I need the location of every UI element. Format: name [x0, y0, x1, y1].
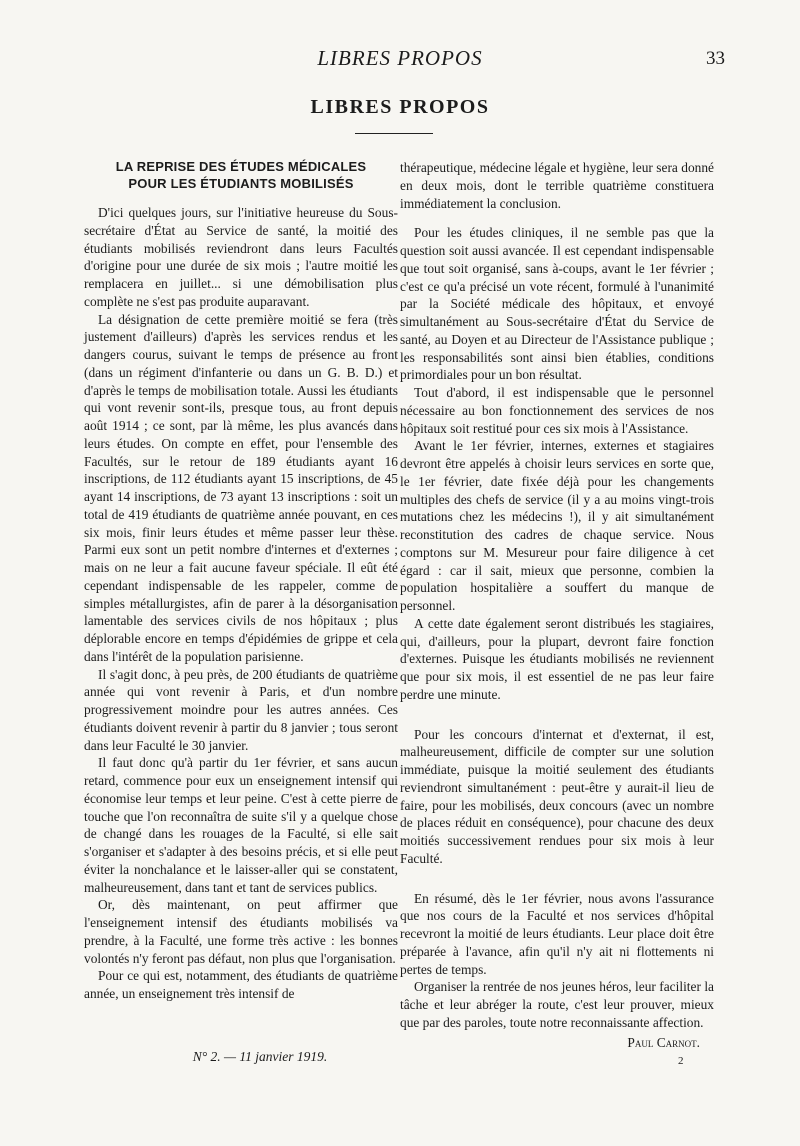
- paragraph-continued: thérapeutique, médecine légale et hygiène, leur sera donné en deux mois, dont le terrible quatrième constituera immédiatement la conclusion.: [400, 160, 714, 211]
- author-signature: Paul Carnot.: [627, 1034, 700, 1050]
- paragraph: Pour ce qui est, notamment, des étudiants de quatrième année, un enseignement très intensif de: [84, 968, 398, 1001]
- paragraph: A cette date également seront distribués les stagiaires, qui, d'ailleurs, pour la plupart, devront faire fonction d'externes. Puisque les étudiants mobilisés ne reviennent que pour six mois, il est essentiel de ne pas leur faire perdre une minute.: [400, 615, 714, 702]
- paragraph: La désignation de cette première moitié se fera (très justement d'ailleurs) d'après les services rendus et les dangers courus, suivant le temps de présence au front (dans un régiment d'infanterie ou dans un G. B. D.) et d'après le temps de mobilisation totale. Aussi les étudiants qui vont revenir sont-ils, presque tous, au front depuis août 1914 ; ce sont, par là même, les plus avancés dans leurs études. On compte en effet, pour l'ensemble des Facultés, sur le retour de 189 étudiants ayant 16 inscriptions, de 112 étudiants ayant 15 inscriptions, de 45 ayant 14 inscriptions, de 73 ayant 13 inscriptions : soit un total de 419 étudiants de quatrième année pouvant, en ces six mois, finir leurs études et même passer leur thèse. Parmi eux sont un petit nombre d'internes et d'externes ; mais on ne leur a fait aucune faveur spéciale. Il eût été cependant indispensable de les rappeler, comme de simples métallurgistes, afin de parer à la désorganisation lamentable des services civils de nos hôpitaux ; plus déplorable encore en temps d'épidémies de grippe et cela dans l'intérêt de la population parisienne.: [84, 311, 398, 664]
- article-title-line-1: LA REPRISE DES ÉTUDES MÉDICALES: [115, 159, 367, 174]
- paragraph: En résumé, dès le 1er février, nous avons l'assurance que nos cours de la Faculté et nos services d'hôpital recevront la moitié de leurs étudiants. Leur place doit être préparée à l'avance, afin qu'il n'y ait ni flottements ni pertes de temps.: [400, 890, 714, 977]
- paragraph: Il faut donc qu'à partir du 1er février, et sans aucun retard, commence pour eux un enseignement intensif qui économise leur temps et leur peine. C'est à cette pierre de touche que l'on reconnaîtra de suite s'il y a quelque chose de changé dans les rouages de la Faculté, si elle sait s'organiser et s'adapter à des besoins précis, et si elle peut éviter la nonchalance et le laisser-aller qui se constatent, malheureusement, dans tant et tant de services publics.: [84, 755, 398, 895]
- article-title-line-2: POUR LES ÉTUDIANTS MOBILISÉS: [128, 176, 354, 191]
- article-title: [84, 158, 398, 192]
- paragraph: Pour les études cliniques, il ne semble pas que la question soit aussi avancée. Il est cependant indispensable que tout soit organisé, sans à-coups, avant le 1er février ; c'est ce qu'a précisé un vote récent, formulé à l'unanimité par la Société médicale des hôpitaux, et envoyé simultanément au Sous-secrétaire d'État du Service de santé, au Doyen et au Directeur de l'Assistance publique ; les responsabilités sont ainsi bien établies, conditions primordiales pour un bon résultat.: [400, 225, 714, 383]
- page-number: 33: [706, 48, 725, 69]
- paragraph: D'ici quelques jours, sur l'initiative heureuse du Sous-secrétaire d'État au Service de santé, la moitié des étudiants mobilisés reviendront dans leurs Facultés d'origine pour une durée de six mois ; l'autre moitié les remplacera en juillet... si une démobilisation plus complète ne s'est pas produite auparavant.: [84, 205, 398, 309]
- paragraph: Avant le 1er février, internes, externes et stagiaires devront être appelés à choisir leurs services en sorte que, le 1er février, date fixée déjà pour les changements multiples des chefs de service (il y a au moins vingt-trois mutations chez les médecins !), il y ait simultanément reconstitution des cadres de chaque service. Nous comptons sur M. Mesureur pour faire diligence à cet égard : car il sait, mieux que personne, combien la population hospitalière a souffert du manque de personnel.: [400, 438, 714, 613]
- running-head-title: LIBRES PROPOS: [317, 46, 483, 70]
- paragraph: Organiser la rentrée de nos jeunes héros, leur faciliter la tâche et leur abréger la route, c'est leur prouver, mieux que par des paroles, toute notre reconnaissante affection.: [400, 979, 714, 1030]
- issue-footer: N° 2. — 11 janvier 1919.: [192, 1049, 328, 1064]
- rubric-heading: LIBRES PROPOS: [310, 96, 490, 118]
- sheet-mark: 2: [678, 1055, 684, 1067]
- paragraph: Pour les concours d'internat et d'externat, il est, malheureusement, difficile de compter sur une solution immédiate, puisque la moitié seulement des étudiants reviendront simultanément : peut-être y aurait-il lieu de faire, pour les mobilisés, deux concours (avec un nombre de places réduit en conséquence), pour chacune des deux moitiés successivement rendues pour six mois à leur Faculté.: [400, 726, 714, 866]
- paragraph: Il s'agit donc, à peu près, de 200 étudiants de quatrième année qui vont revenir à Paris, et d'un nombre progressivement moindre pour les autres années. Ces étudiants doivent revenir à partir du 8 janvier ; tous seront dans leur Faculté le 30 janvier.: [84, 666, 398, 753]
- right-column: [400, 159, 714, 1051]
- left-column: [84, 158, 398, 1003]
- paragraph: Tout d'abord, il est indispensable que le personnel nécessaire au bon fonctionnement des services de nos hôpitaux soit restitué pour ces six mois à l'Assistance.: [400, 385, 714, 436]
- paragraph: Or, dès maintenant, on peut affirmer que l'enseignement intensif des étudiants mobilisés va prendre, à la Faculté, une forme très active : les bonnes volontés n'y feront pas défaut, non plus que l'organisation.: [84, 897, 398, 966]
- heading-rule: [355, 133, 433, 134]
